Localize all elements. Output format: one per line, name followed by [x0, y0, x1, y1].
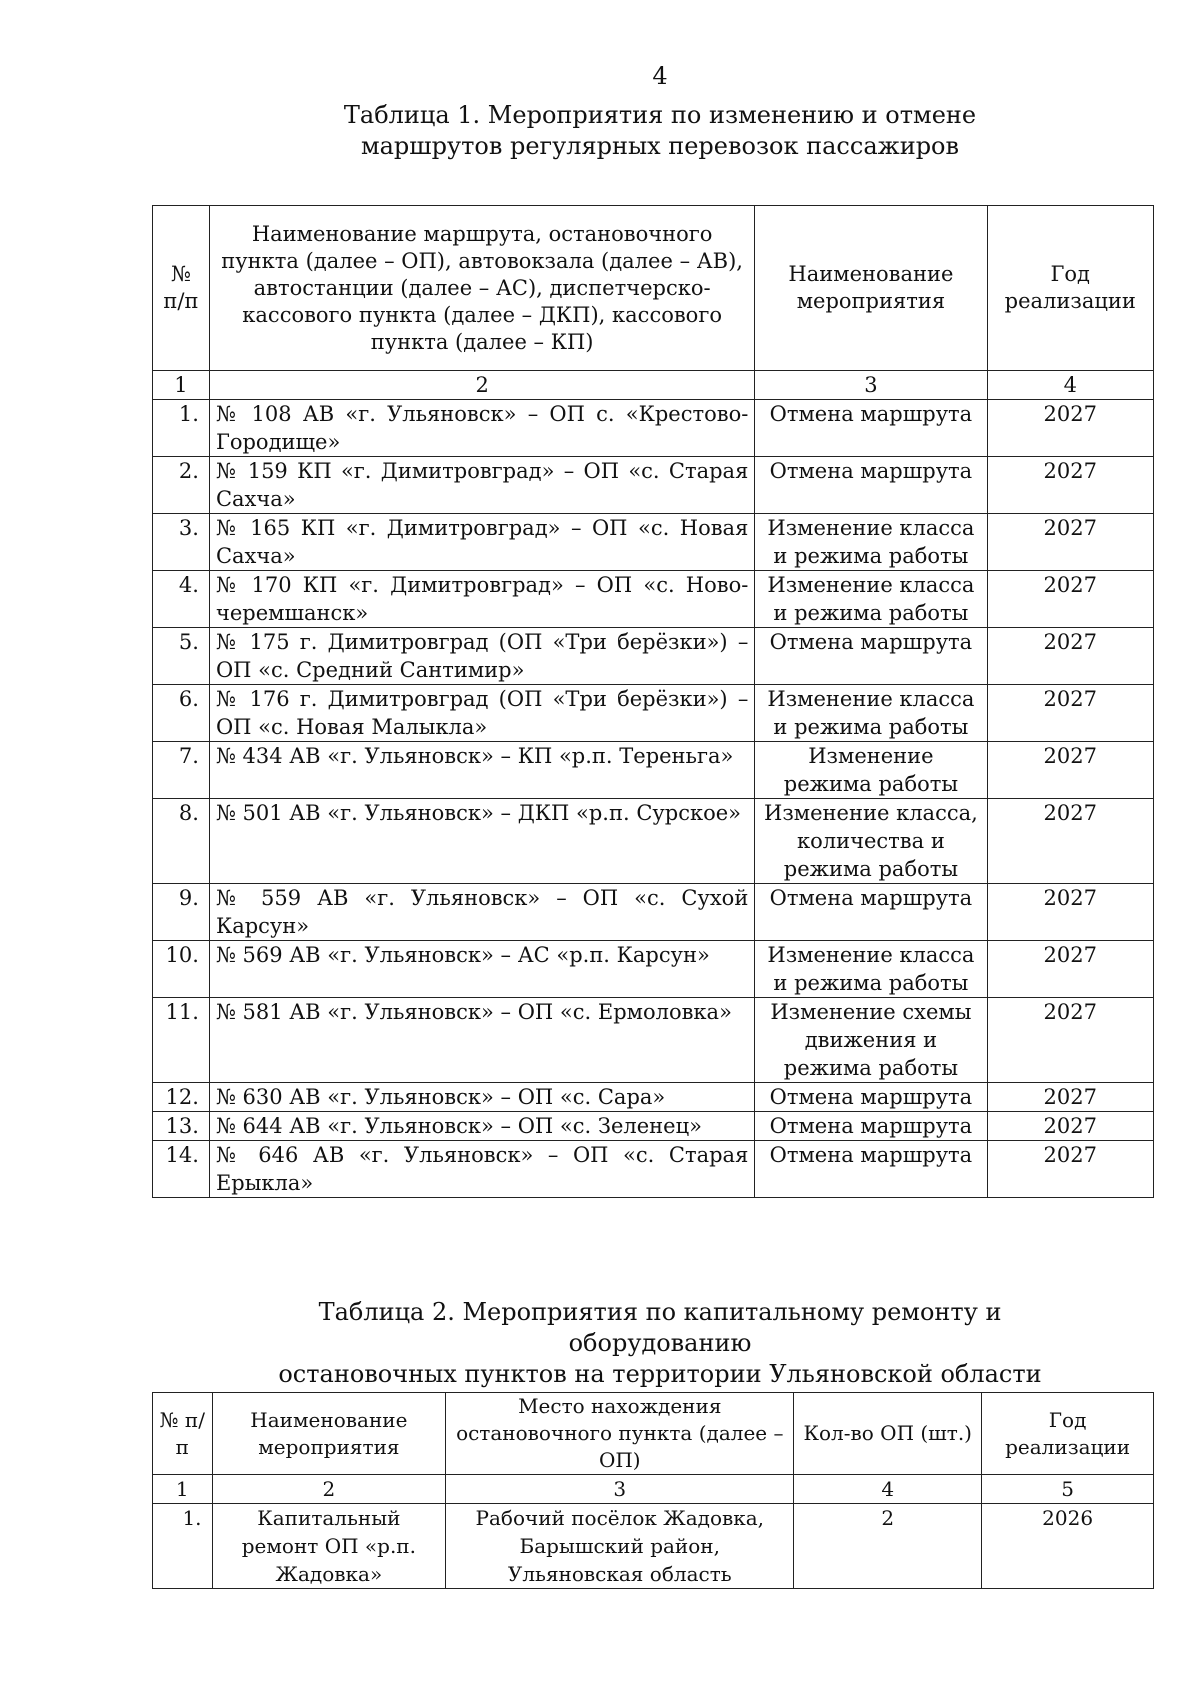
table-row: [153, 1083, 1154, 1112]
table2-caption-line2: остановочных пунктов на территории Ульяновской области: [278, 1360, 1042, 1388]
table-row: [153, 998, 1154, 1083]
year: 2027: [987, 685, 1154, 742]
year: 2026: [982, 1504, 1154, 1589]
year: 2027: [987, 1141, 1154, 1198]
event-name: Отмена маршрута: [755, 1141, 987, 1198]
route-name: № 501 АВ «г. Ульяновск» – ДКП «р.п. Сурское»: [209, 799, 754, 884]
table-row: [153, 799, 1154, 884]
table-row: [153, 1112, 1154, 1141]
route-name: № 581 АВ «г. Ульяновск» – ОП «с. Ермоловка»: [209, 998, 754, 1083]
page-number: 4: [652, 62, 668, 90]
table-row: [153, 514, 1154, 571]
row-number: 1.: [153, 1504, 213, 1589]
column-number: 2: [212, 1475, 446, 1504]
year: 2027: [987, 998, 1154, 1083]
route-name: № 630 АВ «г. Ульяновск» – ОП «с. Сара»: [209, 1083, 754, 1112]
column-number: 3: [446, 1475, 794, 1504]
table1-caption-line2: маршрутов регулярных перевозок пассажиров: [360, 132, 960, 160]
row-number: 1.: [153, 400, 210, 457]
year: 2027: [987, 514, 1154, 571]
table1-caption-line1: Таблица 1. Мероприятия по изменению и отмене: [343, 101, 977, 129]
table2-caption-line1: Таблица 2. Мероприятия по капитальному ремонту и оборудованию: [318, 1298, 1002, 1357]
row-number: 4.: [153, 571, 210, 628]
header-route-name: Наименование маршрута, остановочного пункта (далее – ОП), автовокзала (далее – АВ), автостанции (далее – АС), диспетчерско-кассового пункта (далее – ДКП), кассового пункта (далее – КП): [209, 206, 754, 371]
row-number: 8.: [153, 799, 210, 884]
year: 2027: [987, 941, 1154, 998]
table-row: [153, 685, 1154, 742]
event-name: Изменение режима работы: [755, 742, 987, 799]
event-name: Отмена маршрута: [755, 1083, 987, 1112]
header-num: № п/п: [153, 206, 210, 371]
column-number: 4: [987, 371, 1154, 400]
event-name: Отмена маршрута: [755, 628, 987, 685]
table-row: [153, 884, 1154, 941]
route-name: № 108 АВ «г. Ульяновск» – ОП с. «Крестово-Городище»: [209, 400, 754, 457]
t2-header-count: Кол-во ОП (шт.): [794, 1393, 982, 1475]
routes-table: [152, 205, 1154, 1198]
row-number: 10.: [153, 941, 210, 998]
stop-count: 2: [794, 1504, 982, 1589]
route-name: № 165 КП «г. Димитровград» – ОП «с. Новая Сахча»: [209, 514, 754, 571]
row-number: 2.: [153, 457, 210, 514]
column-numbers-row: [153, 371, 1154, 400]
row-number: 11.: [153, 998, 210, 1083]
table-row: [153, 571, 1154, 628]
column-number: 1: [153, 371, 210, 400]
row-number: 3.: [153, 514, 210, 571]
event-name: Отмена маршрута: [755, 457, 987, 514]
route-name: № 159 КП «г. Димитровград» – ОП «с. Старая Сахча»: [209, 457, 754, 514]
header-year: Год реализации: [987, 206, 1154, 371]
t2-header-event: Наименование мероприятия: [212, 1393, 446, 1475]
route-name: № 175 г. Димитровград (ОП «Три берёзки») – ОП «с. Средний Сантимир»: [209, 628, 754, 685]
event-name: Изменение схемы движения и режима работы: [755, 998, 987, 1083]
route-name: № 434 АВ «г. Ульяновск» – КП «р.п. Тереньга»: [209, 742, 754, 799]
event-name: Отмена маршрута: [755, 884, 987, 941]
column-number: 3: [755, 371, 987, 400]
year: 2027: [987, 1083, 1154, 1112]
year: 2027: [987, 742, 1154, 799]
route-name: № 170 КП «г. Димитровград» – ОП «с. Ново-черемшанск»: [209, 571, 754, 628]
event-name: Изменение класса и режима работы: [755, 941, 987, 998]
year: 2027: [987, 571, 1154, 628]
row-number: 13.: [153, 1112, 210, 1141]
event-name: Отмена маршрута: [755, 1112, 987, 1141]
year: 2027: [987, 457, 1154, 514]
column-number: 4: [794, 1475, 982, 1504]
event-name: Капитальный ремонт ОП «р.п. Жадовка»: [212, 1504, 446, 1589]
route-name: № 646 АВ «г. Ульяновск» – ОП «с. Старая Ерыкла»: [209, 1141, 754, 1198]
table2-caption: [240, 1297, 1080, 1390]
year: 2027: [987, 884, 1154, 941]
column-number: 1: [153, 1475, 213, 1504]
event-name: Изменение класса, количества и режима работы: [755, 799, 987, 884]
table-row: [153, 1141, 1154, 1198]
bus-stops-table: [152, 1392, 1154, 1589]
row-number: 7.: [153, 742, 210, 799]
place: Рабочий посёлок Жадовка, Барышский район, Ульяновская область: [446, 1504, 794, 1589]
route-name: № 644 АВ «г. Ульяновск» – ОП «с. Зеленец»: [209, 1112, 754, 1141]
t2-header-year: Год реализации: [982, 1393, 1154, 1475]
event-name: Отмена маршрута: [755, 400, 987, 457]
t2-column-numbers-row: [153, 1475, 1154, 1504]
t2-header-place: Место нахождения остановочного пункта (далее – ОП): [446, 1393, 794, 1475]
routes-table-body: [153, 400, 1154, 1198]
table-row: [153, 941, 1154, 998]
year: 2027: [987, 1112, 1154, 1141]
table-row: [153, 742, 1154, 799]
table-row: [153, 628, 1154, 685]
row-number: 5.: [153, 628, 210, 685]
route-name: № 569 АВ «г. Ульяновск» – АС «р.п. Карсун»: [209, 941, 754, 998]
row-number: 9.: [153, 884, 210, 941]
t2-header-num: № п/п: [153, 1393, 213, 1475]
route-name: № 559 АВ «г. Ульяновск» – ОП «с. Сухой Карсун»: [209, 884, 754, 941]
event-name: Изменение класса и режима работы: [755, 571, 987, 628]
row-number: 12.: [153, 1083, 210, 1112]
year: 2027: [987, 799, 1154, 884]
header-event: Наименование мероприятия: [755, 206, 987, 371]
year: 2027: [987, 628, 1154, 685]
bus-stops-table-body: [153, 1504, 1154, 1589]
column-number: 2: [209, 371, 754, 400]
year: 2027: [987, 400, 1154, 457]
event-name: Изменение класса и режима работы: [755, 514, 987, 571]
table1-caption: [0, 100, 1200, 162]
row-number: 14.: [153, 1141, 210, 1198]
event-name: Изменение класса и режима работы: [755, 685, 987, 742]
row-number: 6.: [153, 685, 210, 742]
column-number: 5: [982, 1475, 1154, 1504]
table-row: [153, 1504, 1154, 1589]
table-row: [153, 400, 1154, 457]
route-name: № 176 г. Димитровград (ОП «Три берёзки») – ОП «с. Новая Малыкла»: [209, 685, 754, 742]
table-row: [153, 457, 1154, 514]
